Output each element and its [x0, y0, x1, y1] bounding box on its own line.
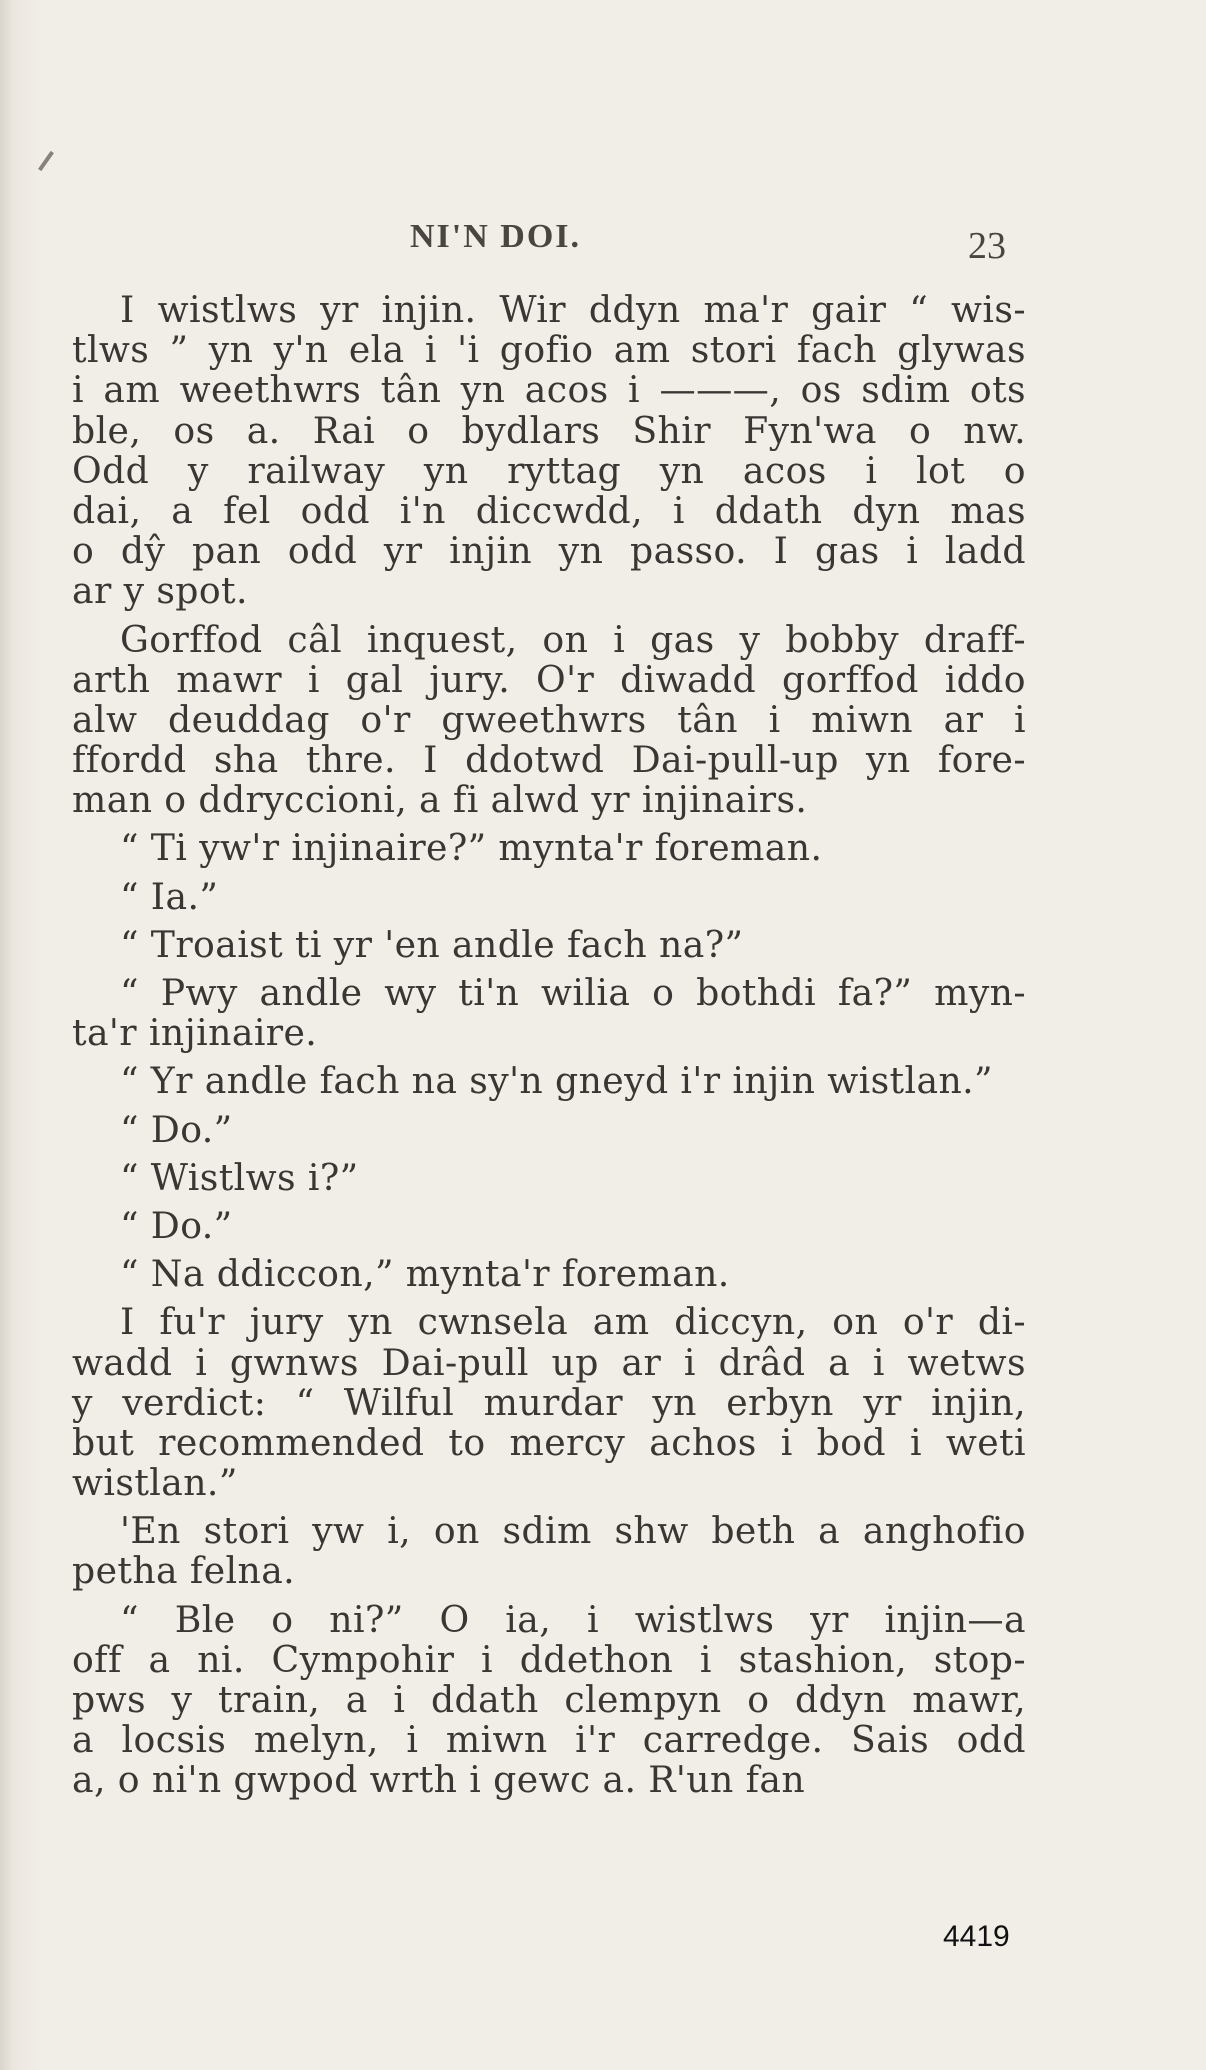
paragraph	[24, 1597, 1026, 1802]
paragraph	[24, 874, 1026, 918]
paragraph	[24, 1107, 1026, 1151]
running-title: NI'N DOI.	[410, 218, 582, 255]
paragraph	[24, 973, 1026, 1053]
text-line: y verdict: “ Wilful murdar yn erbyn yr injin,	[72, 1380, 1026, 1424]
archive-stamp-number: 4419	[943, 1920, 1010, 1953]
text-line: off a ni. Cympohir i ddethon i stashion, stop-	[72, 1637, 1026, 1681]
paragraph	[24, 1061, 1026, 1101]
text-line: alw deuddag o'r gweethwrs tân i miwn ar i	[72, 697, 1026, 741]
paragraph	[24, 1511, 1026, 1591]
text-line: “ Na ddiccon,” mynta'r foreman.	[120, 1252, 730, 1296]
text-line: man o ddryccioni, a fi alwd yr injinairs.	[72, 778, 808, 822]
text-line: dai, a fel odd i'n diccwdd, i ddath dyn mas	[72, 488, 1026, 532]
paragraph	[24, 1254, 1026, 1294]
pencil-mark	[38, 151, 54, 171]
text-line: but recommended to mercy achos i bod i weti	[72, 1420, 1026, 1464]
text-line: “ Ti yw'r injinaire?” mynta'r foreman.	[120, 826, 823, 870]
body-text	[24, 290, 1026, 1809]
text-line: Gorffod câl inquest, on i gas y bobby draff-	[120, 617, 1026, 661]
paragraph	[24, 1155, 1026, 1199]
text-line: I wistlws yr injin. Wir ddyn ma'r gair “ wis-	[120, 288, 1026, 331]
text-line: ble, os a. Rai o bydlars Shir Fyn'wa o nw.	[72, 408, 1026, 452]
paragraph	[24, 290, 1026, 612]
text-line: “ Troaist ti yr 'en andle fach na?”	[120, 922, 744, 966]
text-line: Odd y railway yn ryttag yn acos i lot o	[72, 448, 1026, 492]
text-line: ar y spot.	[72, 569, 248, 613]
text-line: tlws ” yn y'n ela i 'i gofio am stori fach glywas	[72, 328, 1026, 372]
paragraph	[24, 922, 1026, 966]
text-line: wistlan.”	[72, 1461, 238, 1505]
text-line: arth mawr i gal jury. O'r diwadd gorffod iddo	[72, 657, 1026, 701]
text-line: ffordd sha thre. I ddotwd Dai-pull-up yn fore-	[72, 738, 1026, 782]
text-line: “ Wistlws i?”	[120, 1155, 359, 1199]
page-header	[0, 214, 1206, 267]
text-line: “ Ble o ni?” O ia, i wistlws yr injin—a	[120, 1597, 1026, 1641]
paragraph	[24, 617, 1026, 822]
text-line: “ Pwy andle wy ti'n wilia o bothdi fa?” myn-	[120, 971, 1026, 1014]
text-line: i am weethwrs tân yn acos i ———, os sdim ots	[72, 368, 1026, 412]
page-number: 23	[968, 225, 1006, 267]
text-line: ta'r injinaire.	[72, 1011, 318, 1055]
text-line: a, o ni'n gwpod wrth i gewc a. R'un fan	[72, 1758, 806, 1802]
text-line: 'En stori yw i, on sdim shw beth a anghofio	[120, 1509, 1026, 1553]
text-line: petha felna.	[72, 1549, 296, 1593]
text-line: pws y train, a i ddath clempyn o ddyn mawr,	[72, 1678, 1026, 1721]
text-line: “ Ia.”	[120, 874, 219, 918]
text-line: “ Do.”	[120, 1203, 233, 1247]
text-line: “ Do.”	[120, 1107, 233, 1151]
text-line: I fu'r jury yn cwnsela am diccyn, on o'r di-	[120, 1300, 1026, 1344]
paragraph	[24, 828, 1026, 868]
text-line: “ Yr andle fach na sy'n gneyd i'r injin wistlan.”	[120, 1059, 993, 1103]
text-line: wadd i gwnws Dai-pull up ar i drâd a i wetws	[72, 1340, 1026, 1384]
text-line: a locsis melyn, i miwn i'r carredge. Sais odd	[72, 1718, 1026, 1762]
text-line: o dŷ pan odd yr injin yn passo. I gas i ladd	[72, 529, 1026, 573]
paragraph	[24, 1203, 1026, 1247]
paragraph	[24, 1302, 1026, 1503]
